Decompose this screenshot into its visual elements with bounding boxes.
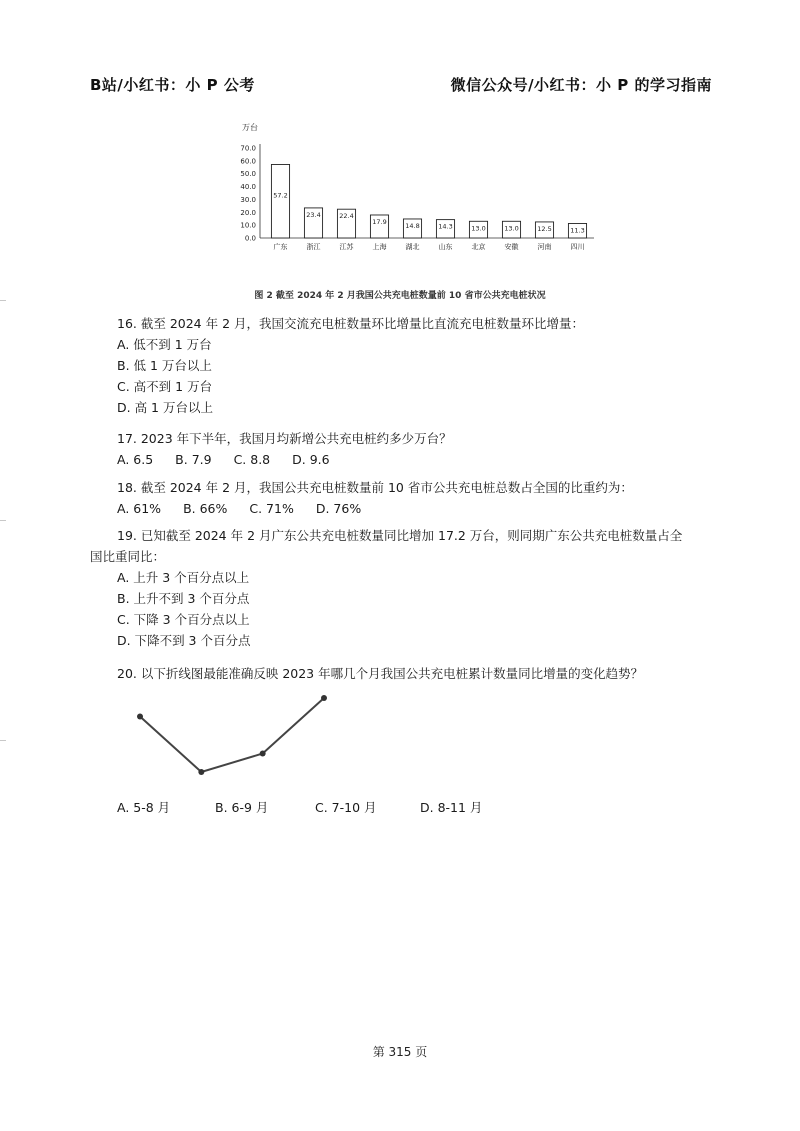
scan-edge-mark (0, 300, 6, 301)
bar-value-label: 17.9 (372, 217, 387, 226)
question-16-option-c[interactable]: C. 高不到 1 万台 (117, 379, 213, 394)
question-17-option-d[interactable]: D. 9.6 (292, 452, 330, 467)
y-tick-label: 50.0 (240, 170, 256, 179)
trend-point (260, 751, 266, 757)
trend-point (321, 695, 327, 701)
bar-value-label: 12.5 (537, 224, 552, 233)
y-axis-unit-label: 万台 (242, 123, 258, 132)
question-17 (117, 428, 452, 470)
trend-point (198, 769, 204, 775)
bar-value-label: 57.2 (273, 191, 288, 200)
y-tick-label: 40.0 (240, 183, 256, 192)
x-tick-label: 四川 (570, 243, 585, 251)
trend-point (137, 714, 143, 720)
scan-edge-mark (0, 740, 6, 741)
bar-value-label: 13.0 (504, 224, 519, 233)
question-16-option-b[interactable]: B. 低 1 万台以上 (117, 358, 212, 373)
bar-value-label: 14.3 (438, 222, 453, 231)
y-tick-label: 20.0 (240, 208, 256, 217)
question-19-stem-line1: 19. 已知截至 2024 年 2 月广东公共充电桩数量同比增加 17.2 万台，则同期广东公共充电桩数量占全 (117, 528, 683, 543)
question-19 (90, 525, 717, 651)
question-18-option-c[interactable]: C. 71% (249, 501, 294, 516)
x-tick-label: 河南 (537, 243, 552, 251)
question-16-option-d[interactable]: D. 高 1 万台以上 (117, 400, 213, 415)
bar-value-label: 11.3 (570, 226, 585, 235)
bar-value-label: 23.4 (306, 210, 321, 219)
question-18 (117, 477, 633, 519)
y-tick-label: 30.0 (240, 195, 256, 204)
question-17-option-b[interactable]: B. 7.9 (175, 452, 212, 467)
y-tick-label: 70.0 (240, 144, 256, 153)
question-19-option-c[interactable]: C. 下降 3 个百分点以上 (117, 612, 250, 627)
x-tick-label: 湖北 (405, 243, 420, 251)
x-tick-label: 安徽 (504, 243, 519, 251)
bar-value-label: 14.8 (405, 221, 420, 230)
question-18-stem: 18. 截至 2024 年 2 月，我国公共充电桩数量前 10 省市公共充电桩总数占全国的比重约为： (117, 480, 633, 495)
question-18-option-b[interactable]: B. 66% (183, 501, 228, 516)
x-tick-label: 江苏 (339, 243, 354, 251)
question-16-option-a[interactable]: A. 低不到 1 万台 (117, 337, 212, 352)
question-20-option-d[interactable]: D. 8-11 月 (420, 800, 483, 815)
question-18-option-d[interactable]: D. 76% (315, 501, 362, 516)
bar (271, 164, 289, 238)
bar-value-label: 13.0 (471, 224, 486, 233)
question-19-option-b[interactable]: B. 上升不到 3 个百分点 (117, 591, 250, 606)
scan-edge-mark (0, 520, 6, 521)
trend-line (140, 698, 324, 772)
bar-chart (230, 118, 600, 263)
question-20-option-a[interactable]: A. 5-8 月 (117, 800, 171, 815)
question-19-option-d[interactable]: D. 下降不到 3 个百分点 (117, 633, 251, 648)
y-tick-label: 10.0 (240, 221, 256, 230)
header-right: 微信公众号/小红书：小 P 的学习指南 (450, 76, 712, 94)
x-tick-label: 上海 (372, 243, 387, 251)
x-tick-label: 浙江 (306, 243, 321, 251)
question-19-option-a[interactable]: A. 上升 3 个百分点以上 (117, 570, 250, 585)
page-number: 第 315 页 (372, 1045, 428, 1059)
question-20-option-c[interactable]: C. 7-10 月 (315, 800, 377, 815)
question-16-stem: 16. 截至 2024 年 2 月，我国交流充电桩数量环比增量比直流充电桩数量环比增量： (117, 316, 585, 331)
x-tick-label: 山东 (438, 243, 453, 251)
question-16 (117, 313, 584, 418)
question-18-option-a[interactable]: A. 61% (117, 501, 162, 516)
trend-line-chart (128, 688, 348, 788)
question-20-stem: 20. 以下折线图最能准确反映 2023 年哪几个月我国公共充电桩累计数量同比增量的变化趋势？ (117, 666, 644, 681)
question-19-stem-line2: 国比重同比： (90, 549, 166, 564)
question-20 (117, 663, 643, 684)
question-20-option-b[interactable]: B. 6-9 月 (215, 800, 269, 815)
bar-value-label: 22.4 (339, 212, 354, 221)
x-tick-label: 广东 (273, 243, 288, 251)
y-tick-label: 0.0 (244, 234, 256, 243)
header-left: B站/小红书：小 P 公考 (90, 76, 255, 94)
question-17-stem: 17. 2023 年下半年，我国月均新增公共充电桩约多少万台？ (117, 431, 452, 446)
bar-chart-caption: 图 2 截至 2024 年 2 月我国公共充电桩数量前 10 省市公共充电桩状况 (254, 291, 546, 301)
y-tick-label: 60.0 (240, 157, 256, 166)
question-17-option-c[interactable]: C. 8.8 (233, 452, 271, 467)
x-tick-label: 北京 (471, 243, 486, 251)
question-17-option-a[interactable]: A. 6.5 (117, 452, 154, 467)
